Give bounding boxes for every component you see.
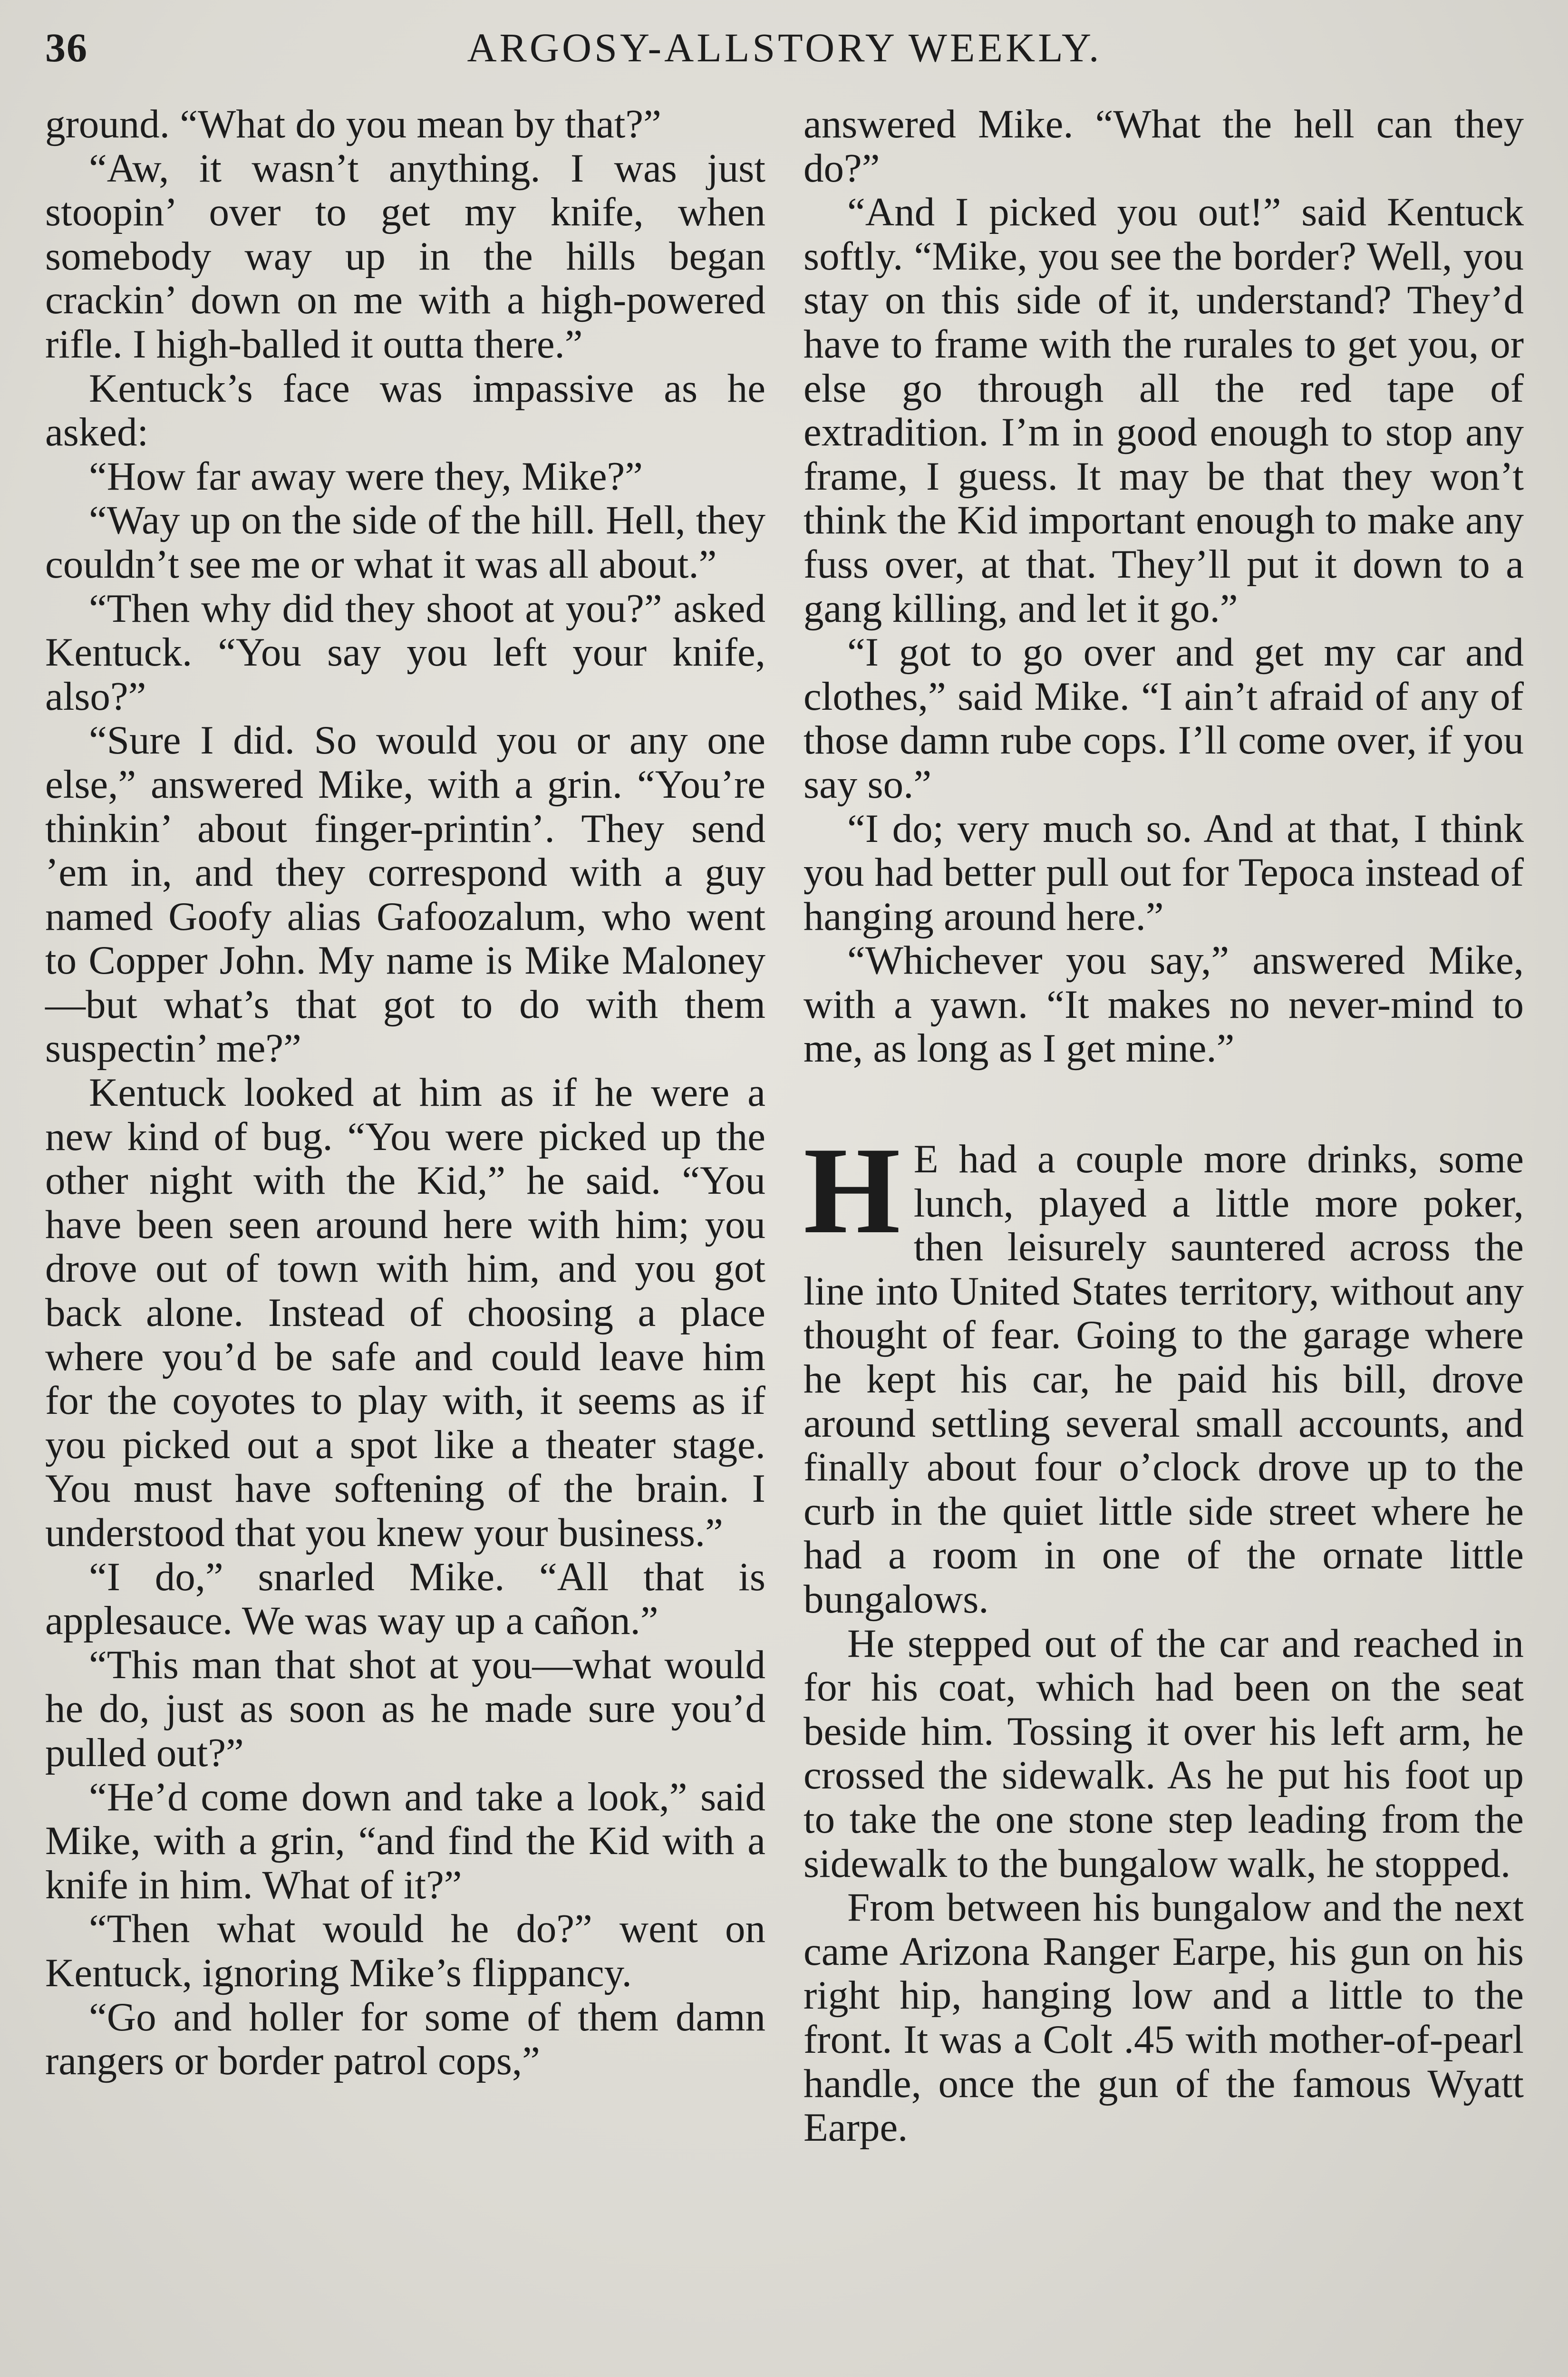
- paragraph: “Go and holler for some of them damn rangers or border patrol cops,”: [45, 1994, 765, 2084]
- paragraph: From between his bungalow and the next came Arizona Ranger Earpe, his gun on his right hip, hanging low and a little to the front. It was a Colt .45 with mother-of-pearl handle, once the gun of the famous Wyatt Earpe.: [803, 1885, 1524, 2150]
- paragraph: “I got to go over and get my car and clothes,” said Mike. “I ain’t afraid of any of those damn rube cops. I’ll come over, if you say so.”: [803, 630, 1524, 807]
- paragraph: “Then why did they shoot at you?” asked Kentuck. “You say you left your knife, also?”: [45, 586, 765, 719]
- paragraph: “Way up on the side of the hill. Hell, they couldn’t see me or what it was all about.”: [45, 498, 765, 587]
- page-number: 36: [45, 25, 88, 70]
- section-opening-paragraph: [803, 1121, 1524, 1622]
- paragraph: “How far away were they, Mike?”: [89, 454, 643, 499]
- paragraph: He stepped out of the car and reached in for his coat, which had been on the seat beside him. Tossing it over his left arm, he crossed the sidewalk. As he put his foot up to take the one stone step leading from the sidewalk to the bungalow walk, he stopped.: [803, 1621, 1524, 1886]
- paragraph-text: E had a couple more drinks, some lunch, played a little more poker, then leisurely sauntered across the line into United States territory, without any thought of fear. Going to the garage where he kept his car, he paid his bill, drove around settling several small accounts, and finally about four o’clock drove up to the curb in the quiet little side street where he had a room in one of the ornate little bungalows.: [803, 1137, 1524, 1622]
- paragraph: Kentuck’s face was impassive as he asked:: [45, 366, 765, 455]
- paragraph: “And I picked you out!” said Kentuck softly. “Mike, you see the border? Well, you stay on this side of it, understand? They’d have to frame with the rurales to get you, or else go through all the red tape of extradition. I’m in good enough to stop any frame, I guess. It may be that they won’t think the Kid important enough to make any fuss over, at that. They’ll put it down to a gang killing, and let it go.”: [803, 190, 1524, 631]
- paragraph: “I do; very much so. And at that, I think you had better pull out for Tepoca instead of hanging around here.”: [803, 806, 1524, 939]
- paragraph: answered Mike. “What the hell can they do?”: [803, 102, 1524, 191]
- paragraph: “Whichever you say,” answered Mike, with a yawn. “It makes no never-mind to me, as long as I get mine.”: [803, 938, 1524, 1071]
- drop-cap: H: [803, 1121, 900, 1260]
- paragraph: ground. “What do you mean by that?”: [45, 102, 661, 146]
- page-header: [45, 19, 1524, 81]
- section-break: [803, 1071, 1524, 1137]
- paragraph: “Then what would he do?” went on Kentuck, ignoring Mike’s flippancy.: [45, 1906, 765, 1995]
- paragraph: “This man that shot at you—what would he do, just as soon as he made sure you’d pulled out?”: [45, 1642, 765, 1775]
- running-head: ARGOSY-ALLSTORY WEEKLY.: [467, 25, 1102, 70]
- left-column: [45, 102, 765, 2083]
- paragraph: “Sure I did. So would you or any one else,” answered Mike, with a grin. “You’re thinkin’ about finger-printin’. They send ’em in, and they correspond with a guy named Goofy alias Gafoozalum, who went to Copper John. My name is Mike Maloney—but what’s that got to do with them suspectin’ me?”: [45, 718, 765, 1071]
- paragraph: “Aw, it wasn’t anything. I was just stoopin’ over to get my knife, when somebody way up in the hills began crackin’ down on me with a high-powered rifle. I high-balled it outta there.”: [45, 145, 765, 367]
- paragraph: “He’d come down and take a look,” said Mike, with a grin, “and find the Kid with a knife in him. What of it?”: [45, 1774, 765, 1907]
- right-column: [803, 102, 1524, 2150]
- paragraph: “I do,” snarled Mike. “All that is applesauce. We was way up a cañon.”: [45, 1554, 765, 1643]
- paragraph: Kentuck looked at him as if he were a new kind of bug. “You were picked up the other night with the Kid,” he said. “You have been seen around here with him; you drove out of town with him, and you got back alone. Instead of choosing a place where you’d be safe and could leave him for the coyotes to play with, it seems as if you picked out a spot like a theater stage. You must have softening of the brain. I understood that you knew your business.”: [45, 1070, 765, 1555]
